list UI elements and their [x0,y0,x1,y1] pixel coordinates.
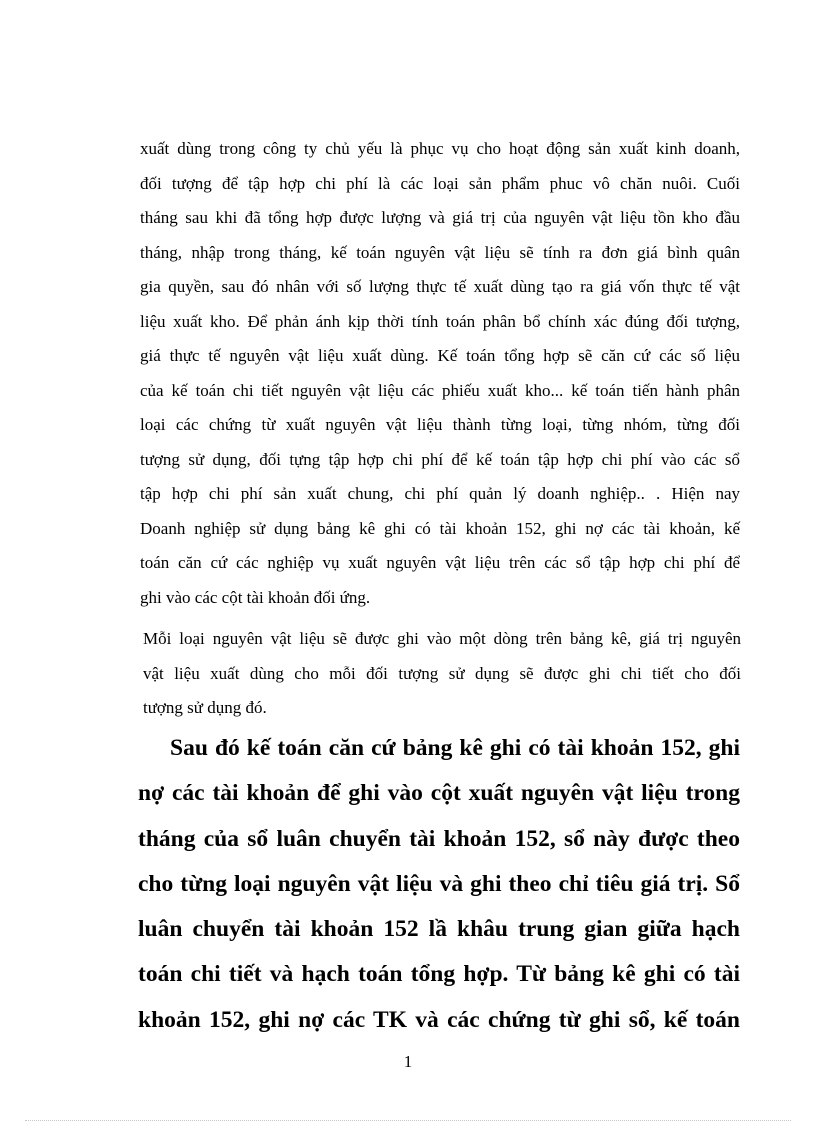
text-line: xuất dùng trong công ty chủ yếu là phục vụ cho hoạt động sản xuất kinh doanh, [140,139,740,158]
text-line: ghi vào các cột tài khoản đối ứng. [140,587,371,607]
text-line: cho từng loại nguyên vật liệu và ghi theo chỉ tiêu giá trị. Sổ [138,870,740,897]
text-line: Mỗi loại nguyên vật liệu sẽ được ghi vào một dòng trên bảng kê, giá trị nguyên [143,629,741,648]
text-line: Sau đó kế toán căn cứ bảng kê ghi có tài khoản 152, ghi [170,735,740,761]
body-paragraph-1 [140,132,740,615]
text-line: toán căn cứ các nghiệp vụ xuất nguyên vật liệu trên các sổ tập hợp chi phí để [140,553,740,572]
body-paragraph-3-bold [138,726,740,1043]
text-line: Doanh nghiệp sử dụng bảng kê ghi có tài khoản 152, ghi nợ các tài khoản, kế [140,518,740,538]
text-line: loại các chứng từ xuất nguyên vật liệu thành từng loại, từng nhóm, từng đối [140,415,740,434]
text-line: tháng của sổ luân chuyển tài khoản 152, sổ này được theo [138,825,740,852]
body-paragraph-2 [143,622,741,726]
text-line: của kế toán chi tiết nguyên vật liệu các phiếu xuất kho... kế toán tiến hành phân [140,380,740,400]
text-line: tháng, nhập trong tháng, kế toán nguyên vật liệu sẽ tính ra đơn giá bình quân [140,242,740,262]
text-line: liệu xuất kho. Để phản ánh kịp thời tính toán phân bổ chính xác đúng đối tượng, [140,311,740,331]
page-bottom-divider [25,1120,791,1121]
text-line: tập hợp chi phí sản xuất chung, chi phí quản lý doanh nghiệp.. . Hiện nay [140,484,740,503]
text-line: tháng sau khi đã tổng hợp được lượng và giá trị của nguyên vật liệu tồn kho đầu [140,208,740,227]
text-line: đối tượng để tập hợp chi phí là các loại sản phẩm phuc vô chăn nuôi. Cuối [140,173,740,193]
text-line: tượng sử dụng đó. [143,698,267,717]
text-line: giá thực tế nguyên vật liệu xuất dùng. Kế toán tổng hợp sẽ căn cứ các số liệu [140,346,740,365]
text-line: khoản 152, ghi nợ các TK và các chứng từ ghi sổ, kế toán [138,1006,740,1033]
text-line: gia quyền, sau đó nhân với số lượng thực tế xuất dùng tạo ra giá vốn thực tế vật [140,277,740,296]
text-line: vật liệu xuất dùng cho mỗi đối tượng sử dụng sẽ được ghi chi tiết cho đối [143,663,741,683]
text-line: luân chuyển tài khoản 152 lầ khâu trung gian giữa hạch [138,916,740,943]
page-number: 1 [403,1052,413,1071]
text-line: tượng sử dụng, đối tựng tập hợp chi phí để kế toán tập hợp chi phí vào các sổ [140,449,740,469]
text-line: nợ các tài khoản để ghi vào cột xuất nguyên vật liệu trong [138,780,740,807]
text-line: toán chi tiết và hạch toán tổng hợp. Từ bảng kê ghi có tài [138,961,740,988]
